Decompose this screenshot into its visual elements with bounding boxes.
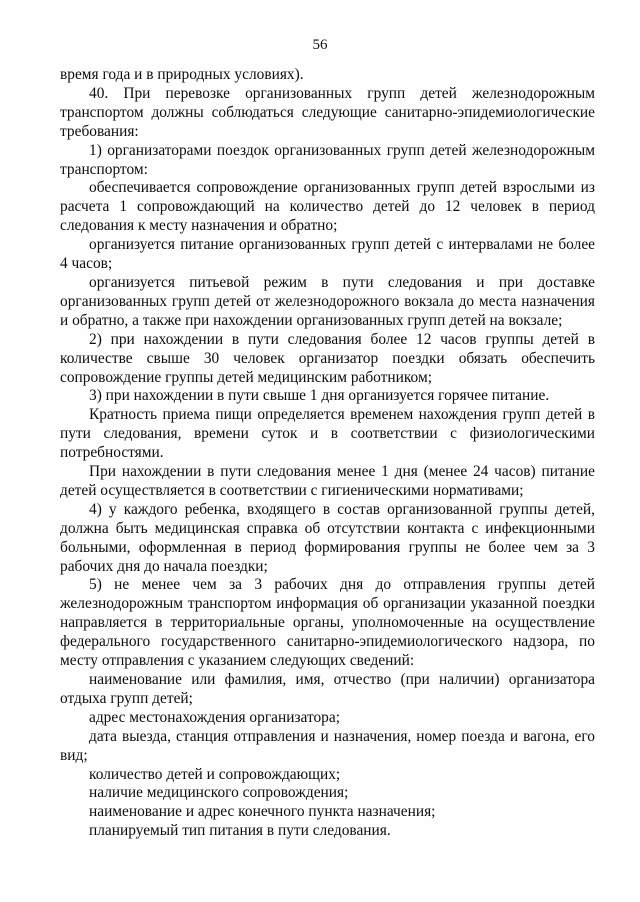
- paragraph: организуется питание организованных групп детей с интервалами не более 4 часов;: [60, 236, 595, 273]
- paragraph: 4) у каждого ребенка, входящего в состав организованной группы детей, должна быть медицинская справка об отсутствии контакта с инфекционными больными, оформленная в период формирования группы не более чем за 3 рабочих дня до начала поездки;: [60, 500, 595, 575]
- paragraph: наименование или фамилия, имя, отчество (при наличии) организатора отдыха групп детей;: [60, 671, 595, 707]
- paragraph: наличие медицинского сопровождения;: [89, 784, 349, 802]
- paragraph: организуется питьевой режим в пути следования и при доставке организованных групп детей от железнодорожного вокзала до места назначения и обратно, а также при нахождении организованных групп детей на вокзале;: [60, 273, 595, 329]
- paragraph: время года и в природных условиях).: [60, 66, 304, 83]
- paragraph: наименование и адрес конечного пункта назначения;: [89, 803, 436, 821]
- paragraph: обеспечивается сопровождение организованных групп детей взрослыми из расчета 1 сопровождающий на количество детей до 12 человек в период следования к месту назначения и обратно;: [60, 179, 595, 235]
- page-number: 56: [312, 37, 328, 53]
- paragraph: планируемый тип питания в пути следования.: [89, 822, 391, 840]
- paragraph: 3) при нахождении в пути свыше 1 дня организуется горячее питание.: [89, 387, 550, 405]
- paragraph: 2) при нахождении в пути следования более 12 часов группы детей в количестве свыше 30 человек организатор поездки обязать обеспечить сопровождение группы детей медицинским работником;: [60, 330, 595, 386]
- document-body: [60, 66, 595, 841]
- paragraph: адрес местонахождения организатора;: [89, 708, 340, 726]
- paragraph: количество детей и сопровождающих;: [89, 765, 341, 783]
- paragraph: 40. При перевозке организованных групп детей железнодорожным транспортом должны соблюдаться следующие санитарно-эпидемиологические требования:: [60, 84, 595, 140]
- paragraph: 1) организаторами поездок организованных групп детей железнодорожным транспортом:: [60, 141, 595, 178]
- paragraph: При нахождении в пути следования менее 1 дня (менее 24 часов) питание детей осуществляется в соответствии с гигиеническими нормативами;: [60, 463, 595, 499]
- paragraph: Кратность приема пищи определяется временем нахождения групп детей в пути следования, времени суток и в соответствии с физиологическими потребностями.: [60, 406, 595, 462]
- paragraph: 5) не менее чем за 3 рабочих дня до отправления группы детей железнодорожным транспортом информация об организации указанной поездки направляется в территориальные органы, уполномоченные на осуществление федерального государственного санитарно-эпидемиологического надзора, по месту отправления с указанием следующих сведений:: [60, 576, 595, 670]
- paragraph: дата выезда, станция отправления и назначения, номер поезда и вагона, его вид;: [60, 727, 595, 764]
